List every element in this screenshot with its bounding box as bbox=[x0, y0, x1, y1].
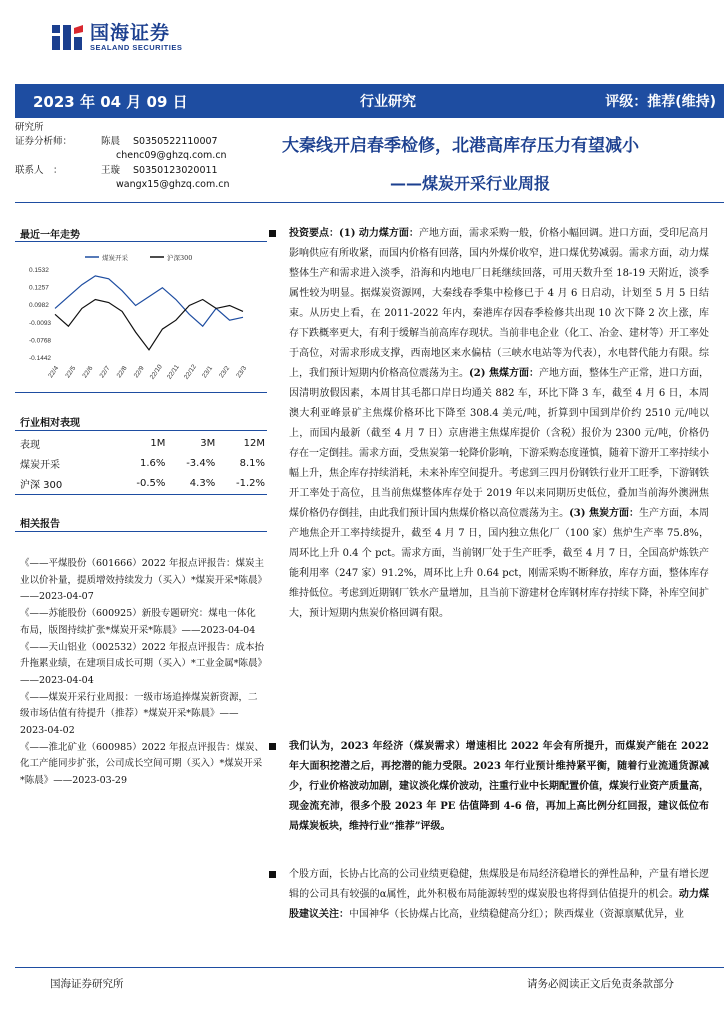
x-tick-label: 22/7 bbox=[98, 364, 112, 380]
logo-mark-icon bbox=[50, 22, 84, 52]
table-cell: 沪深 300 bbox=[20, 479, 63, 491]
contact-label: 联系人 ： bbox=[15, 165, 63, 176]
reports-title: 相关报告 bbox=[20, 519, 60, 530]
x-tick-label: 22/12 bbox=[182, 363, 199, 381]
y-tick-label: 0.1532 bbox=[29, 267, 49, 274]
x-tick-label: 22/9 bbox=[132, 364, 146, 380]
y-tick-label: 0.1257 bbox=[29, 284, 49, 292]
report-link[interactable]: 《——淮北矿业（600985）2022 年报点评报告：煤炭、化工产能同步扩张，公司成长空间可期（买入）*煤炭开采*陈晨》——2023-03-29 bbox=[20, 741, 264, 787]
table-row bbox=[20, 453, 265, 473]
company-logo bbox=[50, 22, 182, 52]
x-tick-label: 22/11 bbox=[166, 363, 181, 381]
logo-text-cn: 国海证券 bbox=[90, 21, 171, 44]
table-cell: 4.3% bbox=[189, 477, 216, 489]
table-row bbox=[20, 473, 265, 493]
reports-list bbox=[20, 556, 265, 790]
trend-title: 最近一年走势 bbox=[20, 230, 80, 241]
analyst-name: 陈晨 bbox=[101, 136, 121, 147]
footer-left: 国海证券研究所 bbox=[50, 978, 124, 990]
para-lead: (2) 焦煤方面： bbox=[469, 368, 539, 379]
body-paragraph-2 bbox=[289, 737, 709, 837]
report-subtitle: ——煤炭开采行业周报 bbox=[390, 174, 551, 193]
header-divider bbox=[15, 202, 724, 203]
para-lead: 动力煤股建议关注： bbox=[289, 889, 710, 920]
performance-table bbox=[20, 433, 265, 493]
x-tick-label: 23/1 bbox=[201, 364, 215, 380]
report-link[interactable]: 《——苏能股份（600925）新股专题研究：煤电一体化布局，版图持续扩张*煤炭开采*陈晨》——2023-04-04 bbox=[20, 608, 256, 636]
report-link[interactable]: 《——煤炭开采行业周报：一级市场追捧煤炭新资源，二级市场估值有待提升（推荐）*煤炭开采*陈晨》——2023-04-02 bbox=[20, 691, 258, 737]
table-cell: 8.1% bbox=[239, 457, 265, 469]
legend-label: 煤炭开采 bbox=[102, 254, 128, 262]
logo-text-en: SEALAND SECURITIES bbox=[90, 42, 183, 52]
trend-chart bbox=[15, 245, 267, 385]
body-paragraph-3 bbox=[289, 865, 709, 925]
chart-bottom-divider bbox=[15, 392, 267, 393]
series-line bbox=[55, 300, 243, 350]
footer-right: 请务必阅读正文后免责条款部分 bbox=[527, 978, 674, 990]
report-rating: 评级：推荐(维持) bbox=[605, 94, 716, 110]
para-text: 产地方面，需求采购一般，价格小幅回调。进口方面，受印尼高月影响供应有所收紧，而国内价格有回落，国内外煤价收窄，进口煤优势减弱。需求方面，动力煤整体生产和需求进入淡季，沿海和内地电厂日耗继续回落，可用天数升至 18-19 天附近，淡季属性较为明显。据煤炭资源网，大秦线春季集中检修已于 4 月 6 日启动，计划至 5 月 5 日结束。从历史上看，在 2011-2022 年内，秦港库存因春季检修共出现 10 次下降 2 次上涨，库存下跌概率更大，有利于缓解当前高库存现状。当前非电企业（化工、冶金、建材等）开工率处于高位，对需求形成支撑，西南地区来水偏枯（三峡水电站等为代表），水电替代能力有限。综上，我们预计短期内价格高位震荡为主。 bbox=[289, 228, 710, 379]
legend-label: 沪深300 bbox=[167, 254, 193, 262]
series-line bbox=[55, 276, 243, 326]
table-header-row bbox=[20, 433, 265, 453]
x-tick-label: 23/3 bbox=[235, 364, 249, 380]
bullet-icon bbox=[269, 871, 276, 878]
table-header-cell: 3M bbox=[200, 437, 216, 449]
para-text: 我们认为，2023 年经济（煤炭需求）增速相比 2022 年会有所提升，而煤炭产能在 2022 年大面积挖潜之后，再挖潜的能力受限。2023 年行业预计维持紧平衡，随着行业流通货源减少，行业价格波动加剧，建议淡化煤价波动，注重行业中长期配置价值，煤炭行业资产质量高，现金流充沛，很多个股 2023 年 PE 估值降到 4-6 倍，再加上高比例分红回报，建议低位布局煤炭板块，维持行业“推荐”评级。 bbox=[289, 741, 709, 832]
para-text: 个股方面，长协占比高的公司业绩更稳健，焦煤股是布局经济稳增长的弹性品种，产量有增长逻辑的公司具有较强的α属性，此外积极布局能源转型的煤炭股也将得到估值提升的机会。 bbox=[289, 869, 709, 900]
table-header-cell: 12M bbox=[243, 437, 265, 449]
report-link[interactable]: 《——平煤股份（601666）2022 年报点评报告：煤炭主业以价补量，提质增效持续发力（买入）*煤炭开采*陈晨》——2023-04-07 bbox=[20, 558, 264, 603]
table-cell: -3.4% bbox=[186, 457, 216, 469]
x-tick-label: 22/5 bbox=[64, 364, 78, 380]
para-text: 中国神华（长协煤占比高，业绩稳健高分红）；陕西煤业（资源禀赋优异，业 bbox=[349, 909, 684, 920]
table-cell: 1.6% bbox=[140, 457, 166, 469]
y-tick-label: -0.1442 bbox=[29, 355, 52, 362]
performance-divider bbox=[15, 430, 267, 431]
para-lead: (3) 焦炭方面： bbox=[569, 508, 639, 519]
x-tick-label: 22/10 bbox=[148, 363, 164, 381]
bullet-icon bbox=[269, 230, 276, 237]
y-tick-label: -0.0768 bbox=[29, 337, 52, 345]
y-tick-label: -0.0093 bbox=[29, 319, 52, 327]
report-link[interactable]: 《——天山铝业（002532）2022 年报点评报告：成本抬升拖累业绩，在建项目成长可期（买入）*工业金属*陈晨》——2023-04-04 bbox=[20, 641, 264, 686]
performance-title: 行业相对表现 bbox=[20, 418, 80, 429]
report-date: 2023 年 04 月 09 日 bbox=[33, 93, 188, 111]
bullet-icon bbox=[269, 743, 276, 750]
contact-email: wangx15@ghzq.com.cn bbox=[116, 179, 230, 190]
analyst-label: 证券分析师： bbox=[15, 136, 73, 147]
table-header-cell: 1M bbox=[150, 437, 166, 449]
table-cell: 煤炭开采 bbox=[20, 459, 60, 471]
x-tick-label: 22/8 bbox=[115, 364, 129, 380]
table-header-cell: 表现 bbox=[20, 439, 40, 451]
table-cell: -0.5% bbox=[136, 477, 166, 489]
x-tick-label: 22/6 bbox=[81, 364, 95, 380]
header-banner bbox=[15, 84, 724, 118]
x-tick-label: 22/4 bbox=[47, 364, 61, 380]
report-category: 行业研究 bbox=[360, 94, 416, 110]
institute-label: 研究所 bbox=[15, 122, 44, 133]
body-paragraph-1 bbox=[289, 224, 709, 624]
performance-bottom-divider bbox=[15, 494, 267, 495]
trend-divider bbox=[15, 241, 267, 242]
footer-divider bbox=[15, 967, 724, 968]
table-cell: -1.2% bbox=[235, 477, 265, 489]
para-lead: 投资要点：(1) 动力煤方面： bbox=[289, 228, 419, 239]
report-title: 大秦线开启春季检修，北港高库存压力有望减小 bbox=[282, 136, 639, 156]
contact-cert: S0350123020011 bbox=[133, 165, 218, 176]
reports-divider bbox=[15, 531, 267, 532]
para-text: 生产方面，本周产地焦企开工率持续提升，截至 4 月 7 日，国内独立焦化厂（100 家）焦炉生产率 75.8%，周环比上升 0.4 个 pct。需求方面，当前钢厂处于生产旺季，截至 4 月 7 日，全国高炉炼铁产能利用率（247 家）91.2%，周环比上升 0.64 pct，刚需采购不断释放，库存方面，整体库存维持低位。考虑到近期钢厂铁水产量增加，且当前下游建材仓库钢材库存持续下降，补库空间扩大，预计短期内焦炭价格回调有限。 bbox=[289, 508, 710, 619]
analyst-email: chenc09@ghzq.com.cn bbox=[116, 150, 227, 161]
contact-name: 王璇 bbox=[101, 165, 121, 176]
y-tick-label: 0.0982 bbox=[29, 302, 49, 310]
trend-chart-svg bbox=[15, 245, 267, 385]
para-text: 产地方面，整体生产正常，进口方面，因清明放假因素，本周甘其毛都口岸日均通关 882 车，环比下降 3 车，截至 4 月 6 日，本周澳大利亚峰景矿主焦煤价格环比下降至 308.4 美元/吨，折算到中国到岸价约 2510 元/吨以上，而国内最新（截至 4 月 7 日）京唐港主焦煤库提价（含税）报价为 2300 元/吨，价格仍存在一定倒挂。需求方面，受焦炭第一轮降价影响，下游采购态度谨慎，随着下游开工率持续小幅上升，焦企库存持续消耗，未来补库空间提升。考虑到三四月份钢铁行业开工旺季，下游钢铁开工率处于高位，且当前焦煤整体库存处于 2019 年以来同期历史低位，叠加当前海外澳洲焦煤价格仍存倒挂，由此我们预计国内焦煤价格以高位震荡为主。 bbox=[289, 368, 710, 519]
x-tick-label: 23/2 bbox=[218, 364, 232, 380]
analyst-cert: S0350522110007 bbox=[133, 136, 218, 147]
